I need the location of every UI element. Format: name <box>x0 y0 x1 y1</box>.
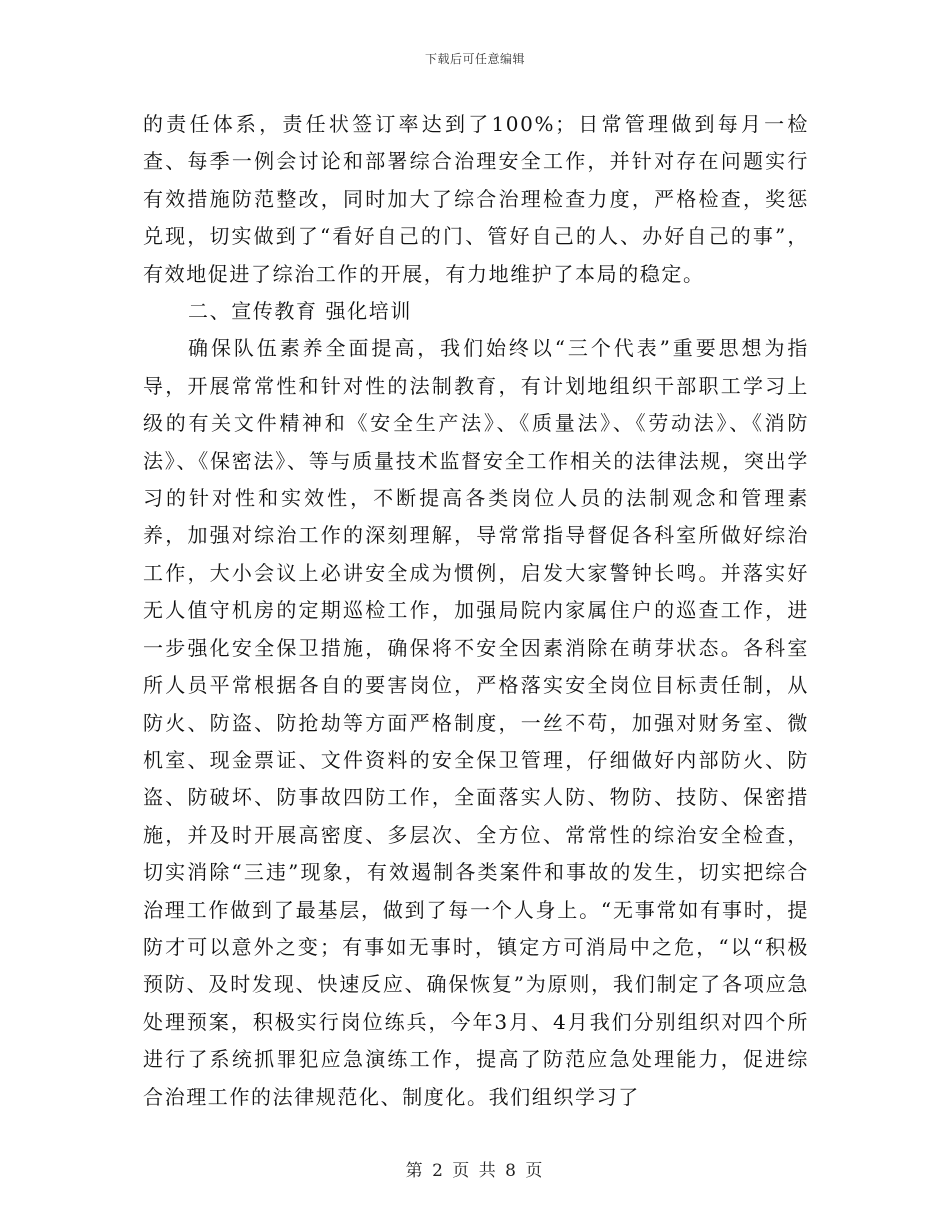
section-heading: 二、宣传教育 强化培训 <box>188 299 412 324</box>
document-body <box>143 106 809 1116</box>
paragraph-2: 确保队伍素养全面提高，我们始终以“三个代表”重要思想为指导，开展常常性和针对性的法制教育，有计划地组织干部职工学习上级的有关文件精神和《安全生产法》、《质量法》、《劳动法》、《消防法》、《保密法》、等与质量技术监督安全工作相关的法律法规，突出学习的针对性和实效性，不断提高各类岗位人员的法制观念和管理素养，加强对综治工作的深刻理解，导常常指导督促各科室所做好综治工作，大小会议上必讲安全成为惯例，启发大家警钟长鸣。并落实好无人值守机房的定期巡检工作，加强局院内家属住户的巡查工作，进一步强化安全保卫措施，确保将不安全因素消除在萌芽状态。各科室所人员平常根据各自的要害岗位，严格落实安全岗位目标责任制，从防火、防盗、防抢劫等方面严格制度，一丝不苟，加强对财务室、微机室、现金票证、文件资料的安全保卫管理，仔细做好内部防火、防盗、防破坏、防事故四防工作，全面落实人防、物防、技防、保密措施，并及时开展高密度、多层次、全方位、常常性的综治安全检查，切实消除“三违”现象，有效遏制各类案件和事故的发生，切实把综合治理工作做到了最基层，做到了每一个人身上。“无事常如有事时，提防才可以意外之变；有事如无事时，镇定方可消局中之危，“以“积极预防、及时发现、快速反应、确保恢复”为原则，我们制定了各项应急处理预案，积极实行岗位练兵，今年3月、4月我们分别组织对四个所进行了系统抓罪犯应急演练工作，提高了防范应急处理能力，促进综合治理工作的法律规范化、制度化。我们组织学习了 <box>143 336 809 1109</box>
page-header: 下载后可任意编辑 <box>424 52 525 66</box>
paragraph-1: 的责任体系，责任状签订率达到了100%；日常管理做到每月一检查、每季一例会讨论和部署综合治理安全工作，并针对存在问题实行有效措施防范整改，同时加大了综合治理检查力度，严格检查，奖惩兑现，切实做到了“看好自己的门、管好自己的人、办好自己的事”，有效地促进了综治工作的开展，有力地维护了本局的稳定。 <box>143 112 809 286</box>
page-number-footer: 第 2 页 共 8 页 <box>405 1161 545 1181</box>
